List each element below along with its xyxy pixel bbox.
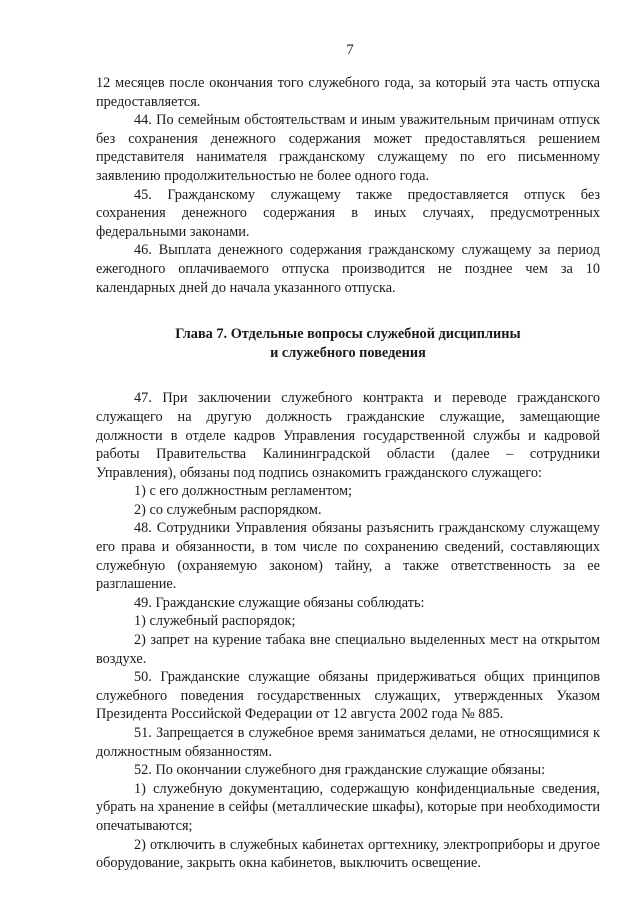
paragraph-44: 44. По семейным обстоятельствам и иным уважительным причинам отпуск без сохранения денежного содержания может предоставляться решением представителя нанимателя гражданскому служащему по его письменному заявлению продолжительностью не более одного года. — [96, 112, 600, 184]
paragraph-50: 50. Гражданские служащие обязаны придерживаться общих принципов служебного поведения государственных служащих, утвержденных Указом Президента Российской Федерации от 12 августа 2002 года № 885. — [96, 669, 600, 723]
list-item: 1) служебную документацию, содержащую конфиденциальные сведения, убрать на хранение в сейфы (металлические шкафы), которые при необходимости опечатываются; — [96, 780, 600, 834]
paragraph-51: 51. Запрещается в служебное время заниматься делами, не относящимися к должностным обязанностям. — [96, 725, 600, 760]
paragraph-47: 47. При заключении служебного контракта и переводе гражданского служащего на другую должность гражданские служащие, замещающие должности в отделе кадров Управления государственной службы и кадровой работы Правительства Калининградской области (далее – сотрудники Управления), обязаны под подпись ознакомить гражданского служащего: — [96, 390, 600, 481]
paragraph-52: 52. По окончании служебного дня гражданские служащие обязаны: — [134, 762, 546, 779]
paragraph-49: 49. Гражданские служащие обязаны соблюдать: — [134, 594, 425, 611]
text-after-chapter — [96, 389, 600, 872]
chapter-heading-line-1: Глава 7. Отдельные вопросы служебной дисциплины — [175, 326, 521, 343]
chapter-heading — [96, 325, 600, 362]
page-number: 7 — [346, 42, 354, 58]
paragraph-48: 48. Сотрудники Управления обязаны разъяснить гражданскому служащему его права и обязанности, в том числе по сохранению сведений, составляющих служебную (охраняемую законом) тайну, а также ответственность за ее разглашение. — [96, 520, 600, 593]
paragraph-45: 45. Гражданскому служащему также предоставляется отпуск без сохранения денежного содержания в иных случаях, предусмотренных федеральными законами. — [96, 186, 600, 240]
chapter-heading-line-2: и служебного поведения — [270, 344, 426, 361]
paragraph-43-continuation: 12 месяцев после окончания того служебного года, за который эта часть отпуска предоставляется. — [96, 75, 600, 110]
list-item: 2) со служебным распорядком. — [134, 501, 322, 518]
list-item: 1) служебный распорядок; — [134, 613, 296, 630]
list-item: 1) с его должностным регламентом; — [134, 483, 352, 500]
list-item: 2) запрет на курение табака вне специально выделенных мест на открытом воздухе. — [96, 632, 600, 667]
paragraph-46: 46. Выплата денежного содержания гражданскому служащему за период ежегодного оплачиваемого отпуска производится не позднее чем за 10 календарных дней до начала указанного отпуска. — [96, 242, 600, 296]
list-item: 2) отключить в служебных кабинетах оргтехнику, электроприборы и другое оборудование, закрыть окна кабинетов, выключить освещение. — [96, 836, 600, 872]
text-before-chapter — [96, 74, 600, 297]
